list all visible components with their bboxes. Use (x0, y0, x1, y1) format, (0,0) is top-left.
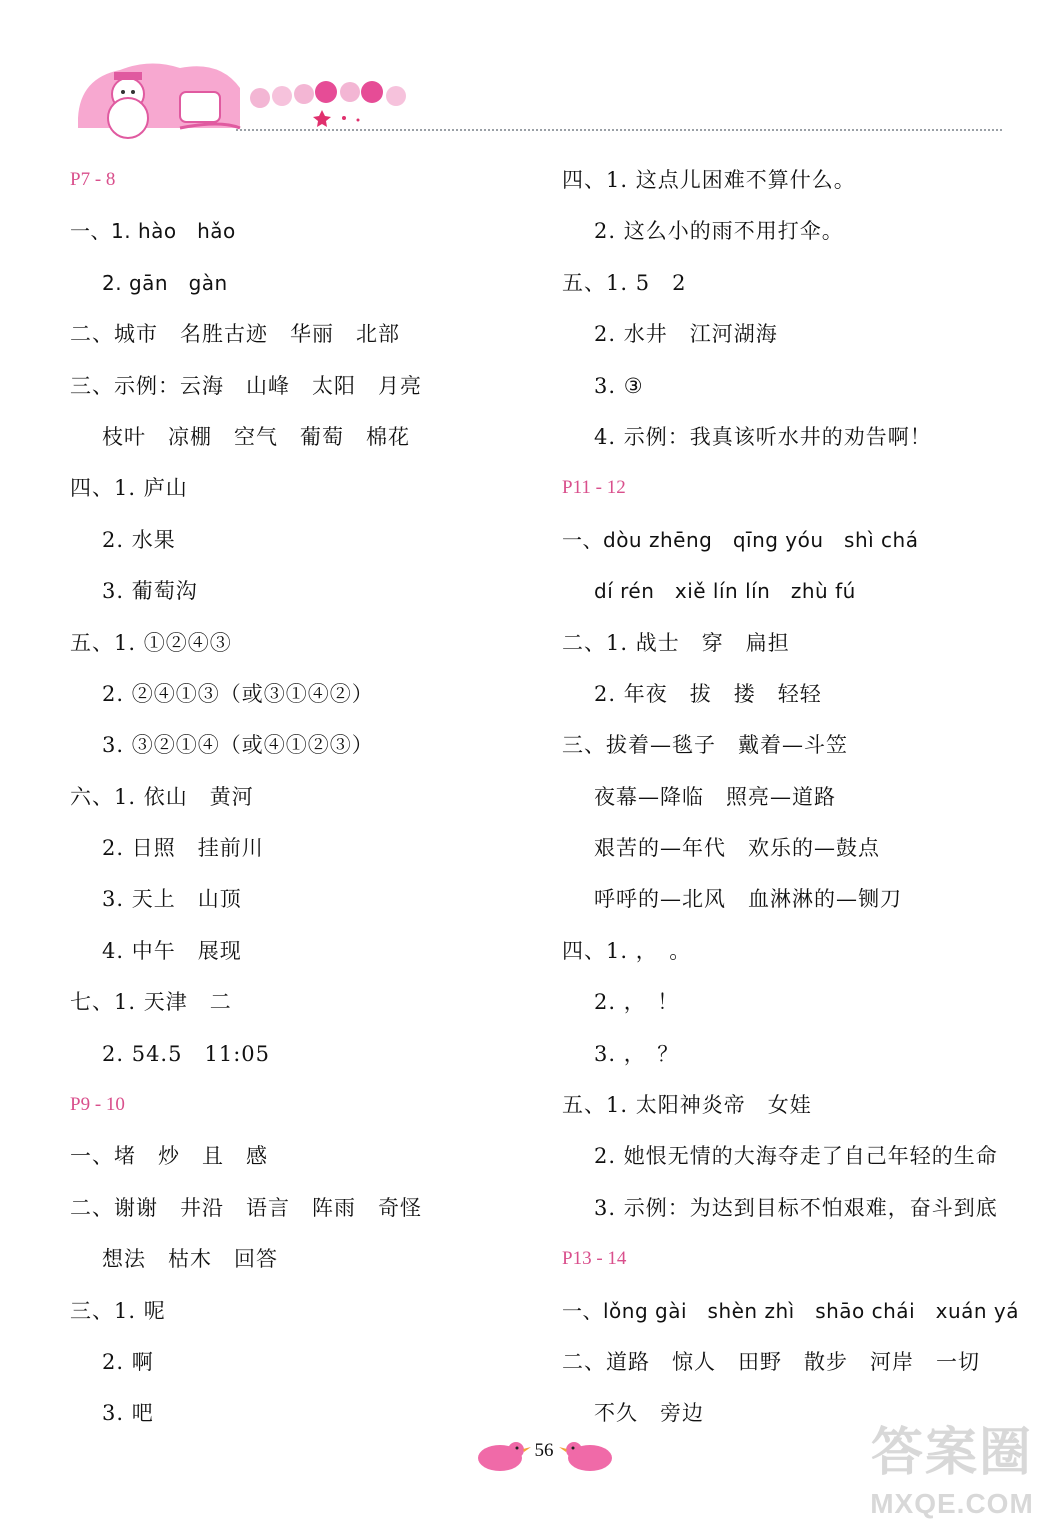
title-badges-icon (250, 81, 406, 127)
answer-line: 3. 葡萄沟 (102, 579, 198, 604)
page-number: 56 (534, 1440, 554, 1461)
answer-line: 一、堵 炒 且 感 (70, 1144, 268, 1169)
watermark-url: MXQE.COM (870, 1488, 1034, 1519)
answer-line: 夜幕—降临 照亮—道路 (594, 784, 836, 809)
answer-line: 五、1. ①②④③ (70, 630, 232, 655)
answer-line: 3. ， ？ (594, 1041, 680, 1066)
answer-line: 3. ③ (594, 373, 644, 398)
section-header: P13 - 14 (562, 1248, 627, 1270)
answer-line: 4. 示例：我真该听水井的劝告啊！ (594, 424, 932, 449)
answer-line: 艰苦的—年代 欢乐的—鼓点 (594, 836, 880, 861)
right-column (562, 160, 1022, 1445)
answer-line: 三、示例：云海 山峰 太阳 月亮 (70, 373, 422, 398)
answer-line: 2. 啊 (102, 1349, 154, 1374)
answer-line: 不久 旁边 (594, 1401, 704, 1426)
answer-line: 2. 这么小的雨不用打伞。 (594, 219, 844, 244)
answer-line: 三、1. 呢 (70, 1298, 166, 1323)
section-header: P7 - 8 (70, 169, 116, 190)
header-decoration (70, 48, 420, 140)
answer-line: 一、dòu zhēng qīng yóu shì chá (562, 527, 919, 552)
answer-line: 四、1. ， 。 (562, 938, 692, 963)
answer-line: 2. 她恨无情的大海夺走了自己年轻的生命 (594, 1144, 998, 1169)
answer-line: 4. 中午 展现 (102, 938, 242, 963)
left-column (70, 160, 520, 1445)
watermark-title: 答案圈 (870, 1423, 1033, 1483)
answer-line: 二、道路 惊人 田野 散步 河岸 一切 (562, 1349, 980, 1374)
section-header: P9 - 10 (70, 1094, 125, 1116)
answer-line: 3. ③②①④（或④①②③） (102, 733, 374, 758)
answer-line: 2. ， ！ (594, 990, 680, 1015)
answer-line: 七、1. 天津 二 (70, 990, 232, 1015)
answer-line: 二、1. 战士 穿 扁担 (562, 630, 790, 655)
answer-line: 2. 54.5 11:05 (102, 1041, 270, 1066)
answer-line: 五、1. 5 2 (562, 270, 687, 295)
answer-line: 2. 日照 挂前川 (102, 836, 264, 861)
answer-line: 2. ②④①③（或③①④②） (102, 681, 374, 706)
answer-line: 一、lǒng gài shèn zhì shāo chái xuán yá (562, 1298, 1020, 1323)
section-header: P11 - 12 (562, 477, 626, 499)
answer-line: 二、谢谢 井沿 语言 阵雨 奇怪 (70, 1195, 422, 1220)
answer-line: 二、城市 名胜古迹 华丽 北部 (70, 322, 400, 347)
answer-line: 2. 年夜 拔 搂 轻轻 (594, 681, 822, 706)
answer-line: 三、拔着—毯子 戴着—斗笠 (562, 733, 848, 758)
answer-line: dí rén xiě lín lín zhù fú (594, 579, 856, 604)
answer-line: 四、1. 庐山 (70, 476, 188, 501)
answer-line: 五、1. 太阳神炎帝 女娃 (562, 1093, 812, 1118)
snowman-icon (78, 63, 240, 138)
answer-line: 2. 水果 (102, 527, 176, 552)
header-dotted-rule (236, 129, 1002, 131)
bird-icon-right (559, 1442, 612, 1471)
answer-line: 六、1. 依山 黄河 (70, 784, 254, 809)
answer-line: 3. 天上 山顶 (102, 887, 242, 912)
answer-line: 一、1. hào hǎo (70, 219, 236, 244)
answer-line: 2. gān gàn (102, 270, 228, 295)
watermark (862, 1420, 1042, 1530)
answer-line: 四、1. 这点儿困难不算什么。 (562, 168, 856, 192)
answer-line: 3. 示例：为达到目标不怕艰难，奋斗到底 (594, 1195, 998, 1220)
answer-line: 2. 水井 江河湖海 (594, 322, 778, 347)
answer-line: 想法 枯木 回答 (102, 1247, 278, 1272)
answer-line: 3. 吧 (102, 1401, 154, 1426)
answer-line: 枝叶 凉棚 空气 葡萄 棉花 (102, 424, 410, 449)
answer-line: 呼呼的—北风 血淋淋的—铡刀 (594, 887, 902, 912)
